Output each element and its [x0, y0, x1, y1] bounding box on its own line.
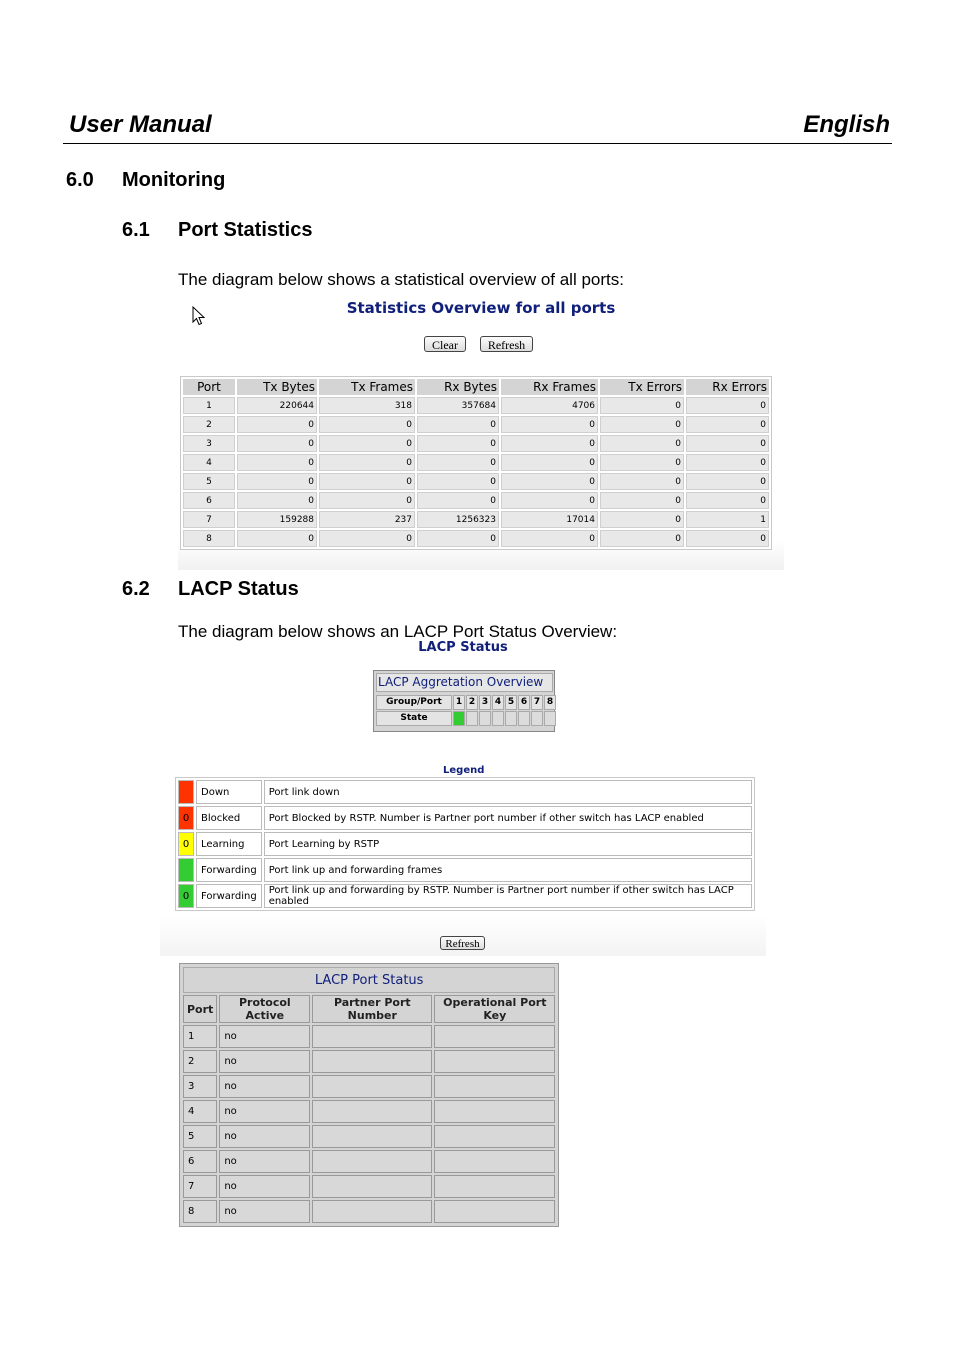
table-cell: no: [219, 1025, 310, 1048]
table-cell: 3: [183, 435, 235, 452]
aggregation-port-row: [376, 695, 556, 709]
table-cell: 0: [686, 435, 769, 452]
table-cell: 159288: [237, 511, 317, 528]
legend-state: Down: [196, 780, 262, 804]
table-cell: [312, 1100, 432, 1123]
table-cell: [312, 1025, 432, 1048]
table-cell: 8: [183, 530, 235, 547]
lacp-refresh-button[interactable]: Refresh: [440, 936, 485, 950]
table-row: [183, 1200, 555, 1223]
table-cell: no: [219, 1100, 310, 1123]
table-cell: 0: [237, 435, 317, 452]
table-row: [183, 1050, 555, 1073]
aggregation-state-cell: [505, 711, 517, 726]
legend-state: Blocked: [196, 806, 262, 830]
aggregation-state-cell: [479, 711, 491, 726]
legend-state: Forwarding: [196, 858, 262, 882]
table-row: [183, 397, 769, 414]
table-cell: 2: [183, 1050, 217, 1073]
legend-swatch: 0: [178, 884, 194, 908]
table-cell: [312, 1150, 432, 1173]
table-cell: 0: [686, 492, 769, 509]
table-cell: [434, 1150, 555, 1173]
legend-description: Port Blocked by RSTP. Number is Partner port number if other switch has LACP enabled: [264, 806, 752, 830]
table-cell: 17014: [501, 511, 598, 528]
table-cell: 0: [600, 454, 684, 471]
table-cell: 0: [501, 530, 598, 547]
table-cell: 1: [686, 511, 769, 528]
column-header: Tx Bytes: [237, 379, 317, 395]
table-row: [183, 511, 769, 528]
table-row: [183, 1025, 555, 1048]
aggregation-port-number: 8: [544, 695, 556, 710]
aggregation-state-cell: [518, 711, 530, 726]
header-left: User Manual: [69, 111, 212, 138]
table-row: [183, 1100, 555, 1123]
table-cell: 1256323: [417, 511, 499, 528]
table-cell: no: [219, 1175, 310, 1198]
legend-description: Port link up and forwarding by RSTP. Number is Partner port number if other switch has LACP enabled: [264, 884, 752, 908]
clear-button[interactable]: Clear: [424, 336, 466, 352]
legend-description: Port Learning by RSTP: [264, 832, 752, 856]
lacp-port-status-table: [181, 965, 557, 1225]
table-row: [183, 492, 769, 509]
legend-row: [178, 884, 752, 908]
table-cell: 220644: [237, 397, 317, 414]
statistics-table: [180, 376, 772, 550]
header-right: English: [803, 111, 890, 138]
table-cell: no: [219, 1200, 310, 1223]
table-cell: 0: [600, 435, 684, 452]
legend-row: [178, 858, 752, 882]
table-cell: 0: [600, 416, 684, 433]
table-row: [183, 416, 769, 433]
table-cell: [434, 1125, 555, 1148]
table-cell: [312, 1050, 432, 1073]
table-header-row: [183, 379, 769, 395]
aggregation-port-number: 3: [479, 695, 491, 710]
table-cell: 0: [600, 492, 684, 509]
table-cell: 0: [319, 435, 415, 452]
table-cell: [312, 1200, 432, 1223]
statistics-panel: [178, 296, 784, 570]
table-cell: 0: [600, 530, 684, 547]
table-cell: 0: [686, 416, 769, 433]
table-cell: 0: [686, 397, 769, 414]
table-cell: 0: [600, 397, 684, 414]
column-header: Port: [183, 379, 235, 395]
aggregation-port-number: 5: [505, 695, 517, 710]
table-cell: 0: [319, 416, 415, 433]
table-cell: 0: [600, 511, 684, 528]
aggregation-port-number: 2: [466, 695, 478, 710]
table-cell: [434, 1025, 555, 1048]
aggregation-overview: [373, 670, 555, 732]
table-cell: [434, 1175, 555, 1198]
column-header: Protocol Active: [219, 995, 310, 1023]
table-cell: [434, 1200, 555, 1223]
table-cell: 0: [501, 416, 598, 433]
stats-title: Statistics Overview for all ports: [346, 299, 616, 317]
table-cell: 0: [417, 492, 499, 509]
aggregation-title: LACP Aggretation Overview: [376, 673, 553, 692]
table-row: [183, 1150, 555, 1173]
lacp-panel: [160, 640, 766, 956]
port-status-title: LACP Port Status: [183, 967, 555, 993]
table-cell: 2: [183, 416, 235, 433]
table-cell: 0: [237, 454, 317, 471]
table-cell: [434, 1050, 555, 1073]
table-cell: 0: [417, 416, 499, 433]
table-cell: 4706: [501, 397, 598, 414]
legend-swatch: [178, 780, 194, 804]
table-cell: [312, 1175, 432, 1198]
table-cell: 1: [183, 397, 235, 414]
aggregation-port-number: 7: [531, 695, 543, 710]
column-header: Rx Errors: [686, 379, 769, 395]
aggregation-state-cell: [544, 711, 556, 726]
table-cell: 0: [237, 416, 317, 433]
subsection-title: Port Statistics: [178, 219, 313, 241]
table-row: [183, 530, 769, 547]
table-cell: 4: [183, 454, 235, 471]
aggregation-state-cell: [531, 711, 543, 726]
table-cell: [434, 1100, 555, 1123]
table-cell: 7: [183, 511, 235, 528]
column-header: Tx Errors: [600, 379, 684, 395]
table-row: [183, 1075, 555, 1098]
table-title-row: [183, 967, 555, 993]
table-cell: 8: [183, 1200, 217, 1223]
lacp-port-status-panel: [179, 963, 559, 1227]
table-cell: 7: [183, 1175, 217, 1198]
section-title: Monitoring: [122, 169, 226, 191]
legend-swatch: [178, 858, 194, 882]
column-header: Rx Bytes: [417, 379, 499, 395]
table-cell: 3: [183, 1075, 217, 1098]
legend-description: Port link down: [264, 780, 752, 804]
table-cell: 0: [237, 530, 317, 547]
aggregation-state-cell: [466, 711, 478, 726]
aggregation-port-number: 1: [453, 695, 465, 710]
table-cell: 0: [501, 454, 598, 471]
table-cell: 6: [183, 1150, 217, 1173]
table-row: [183, 1175, 555, 1198]
legend-row: [178, 806, 752, 830]
table-header-row: [183, 995, 555, 1023]
table-cell: no: [219, 1050, 310, 1073]
column-header: Operational Port Key: [434, 995, 555, 1023]
table-cell: [434, 1075, 555, 1098]
legend-state: Learning: [196, 832, 262, 856]
table-cell: [312, 1075, 432, 1098]
table-cell: [312, 1125, 432, 1148]
table-cell: 0: [319, 454, 415, 471]
legend-row: [178, 780, 752, 804]
table-cell: 0: [686, 454, 769, 471]
legend-row: [178, 832, 752, 856]
table-cell: 0: [417, 454, 499, 471]
legend-state: Forwarding: [196, 884, 262, 908]
table-row: [183, 454, 769, 471]
intro-text: The diagram below shows a statistical overview of all ports:: [178, 270, 624, 289]
table-row: [183, 435, 769, 452]
subsection-title: LACP Status: [178, 578, 299, 600]
table-cell: 4: [183, 1100, 217, 1123]
subsection-number: 6.1: [122, 219, 150, 241]
aggregation-port-number: 4: [492, 695, 504, 710]
table-cell: 0: [237, 473, 317, 490]
table-cell: no: [219, 1150, 310, 1173]
column-header: Rx Frames: [501, 379, 598, 395]
table-cell: 318: [319, 397, 415, 414]
subsection-number: 6.2: [122, 578, 150, 600]
legend-label: Legend: [443, 765, 485, 776]
section-number: 6.0: [66, 169, 94, 191]
table-cell: 0: [319, 473, 415, 490]
state-label: State: [376, 711, 452, 726]
legend-table: [175, 777, 755, 911]
legend-description: Port link up and forwarding frames: [264, 858, 752, 882]
table-cell: 0: [237, 492, 317, 509]
table-cell: 0: [501, 473, 598, 490]
table-cell: 0: [686, 473, 769, 490]
aggregation-state-cell: [492, 711, 504, 726]
aggregation-state-row: [376, 711, 556, 725]
legend-swatch: 0: [178, 832, 194, 856]
table-cell: no: [219, 1125, 310, 1148]
table-cell: 1: [183, 1025, 217, 1048]
table-cell: 0: [319, 530, 415, 547]
table-cell: 0: [501, 435, 598, 452]
table-cell: 6: [183, 492, 235, 509]
aggregation-port-number: 6: [518, 695, 530, 710]
table-cell: 0: [600, 473, 684, 490]
table-cell: 5: [183, 473, 235, 490]
table-cell: 0: [417, 473, 499, 490]
header-rule: [63, 143, 892, 144]
table-row: [183, 473, 769, 490]
column-header: Partner Port Number: [312, 995, 432, 1023]
intro-text: The diagram below shows an LACP Port Status Overview:: [178, 622, 618, 641]
table-cell: 0: [417, 435, 499, 452]
table-cell: 0: [686, 530, 769, 547]
table-cell: 0: [501, 492, 598, 509]
legend-swatch: 0: [178, 806, 194, 830]
column-header: Tx Frames: [319, 379, 415, 395]
table-row: [183, 1125, 555, 1148]
table-cell: 0: [417, 530, 499, 547]
table-cell: 0: [319, 492, 415, 509]
lacp-title: LACP Status: [418, 640, 508, 655]
table-cell: 357684: [417, 397, 499, 414]
aggregation-state-cell: [453, 711, 465, 726]
column-header: Port: [183, 995, 217, 1023]
table-cell: no: [219, 1075, 310, 1098]
group-port-label: Group/Port: [376, 695, 452, 710]
table-cell: 5: [183, 1125, 217, 1148]
table-cell: 237: [319, 511, 415, 528]
refresh-button[interactable]: Refresh: [480, 336, 533, 352]
